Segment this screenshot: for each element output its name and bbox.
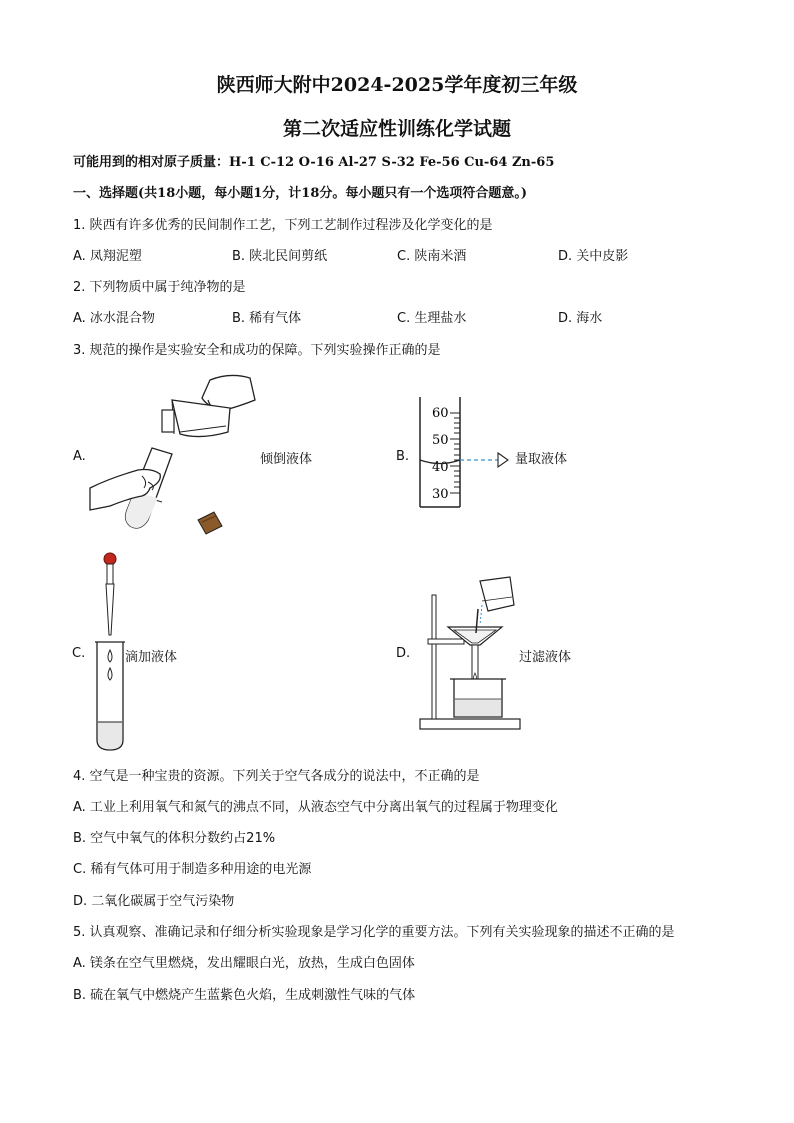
pouring-liquid-illustration — [90, 370, 260, 540]
dropper-bulb — [104, 553, 116, 565]
question-4-option-b: B. 空气中氧气的体积分数约占21% — [73, 831, 276, 846]
figure-b-letter: B. — [396, 449, 410, 464]
question-1-option-c: C. 陕南米酒 — [397, 249, 467, 264]
question-3-stem: 3. 规范的操作是实验安全和成功的保障。下列实验操作正确的是 — [73, 343, 441, 358]
section-heading: 一、选择题(共18小题，每小题1分，计18分。每小题只有一个选项符合题意。) — [73, 186, 528, 201]
dropper-illustration — [90, 550, 130, 755]
cylinder-tick-40: 40 — [432, 460, 449, 475]
question-1-option-a: A. 凤翔泥塑 — [73, 249, 142, 264]
graduated-cylinder-illustration — [410, 395, 520, 510]
question-1-option-b: B. 陕北民间剪纸 — [232, 249, 328, 264]
exam-title-line2: 第二次适应性训练化学试题 — [282, 118, 511, 140]
question-4-stem: 4. 空气是一种宝贵的资源。下列关于空气各成分的说法中，不正确的是 — [73, 769, 480, 784]
figure-c-letter: C. — [72, 646, 86, 661]
eye-icon — [498, 453, 508, 467]
figure-c-caption: 滴加液体 — [125, 650, 178, 665]
question-4-option-c: C. 稀有气体可用于制造多种用途的电光源 — [73, 862, 312, 877]
atomic-masses: 可能用到的相对原子质量：H-1 C-12 O-16 Al-27 S-32 Fe-56 Cu-64 Zn-65 — [73, 155, 555, 170]
question-5-option-a: A. 镁条在空气里燃烧，发出耀眼白光，放热，生成白色固体 — [73, 956, 415, 971]
filtration-apparatus-illustration — [418, 575, 528, 735]
exam-title-line1: 陕西师大附中2024-2025学年度初三年级 — [216, 74, 578, 96]
figure-b-caption: 量取液体 — [515, 452, 568, 467]
figure-d-caption: 过滤液体 — [519, 650, 572, 665]
question-2-option-a: A. 冰水混合物 — [73, 311, 155, 326]
figure-a-caption: 倾倒液体 — [260, 452, 313, 467]
question-1-option-d: D. 关中皮影 — [558, 249, 629, 264]
question-5-option-b: B. 硫在氧气中燃烧产生蓝紫色火焰，生成刺激性气味的气体 — [73, 988, 416, 1003]
figure-a-letter: A. — [73, 449, 86, 464]
question-4-option-a: A. 工业上利用氧气和氮气的沸点不同，从液态空气中分离出氧气的过程属于物理变化 — [73, 800, 558, 815]
question-2-option-d: D. 海水 — [558, 311, 603, 326]
question-2-option-c: C. 生理盐水 — [397, 311, 467, 326]
cylinder-tick-30: 30 — [432, 487, 449, 502]
question-1-stem: 1. 陕西有许多优秀的民间制作工艺，下列工艺制作过程涉及化学变化的是 — [73, 218, 493, 233]
cylinder-tick-50: 50 — [432, 433, 449, 448]
figure-d-letter: D. — [396, 646, 411, 661]
cylinder-tick-60: 60 — [432, 406, 449, 421]
question-2-option-b: B. 稀有气体 — [232, 311, 302, 326]
question-5-stem: 5. 认真观察、准确记录和仔细分析实验现象是学习化学的重要方法。下列有关实验现象的描述不正确的是 — [73, 925, 675, 940]
question-2-stem: 2. 下列物质中属于纯净物的是 — [73, 280, 246, 295]
question-4-option-d: D. 二氧化碳属于空气污染物 — [73, 894, 235, 909]
